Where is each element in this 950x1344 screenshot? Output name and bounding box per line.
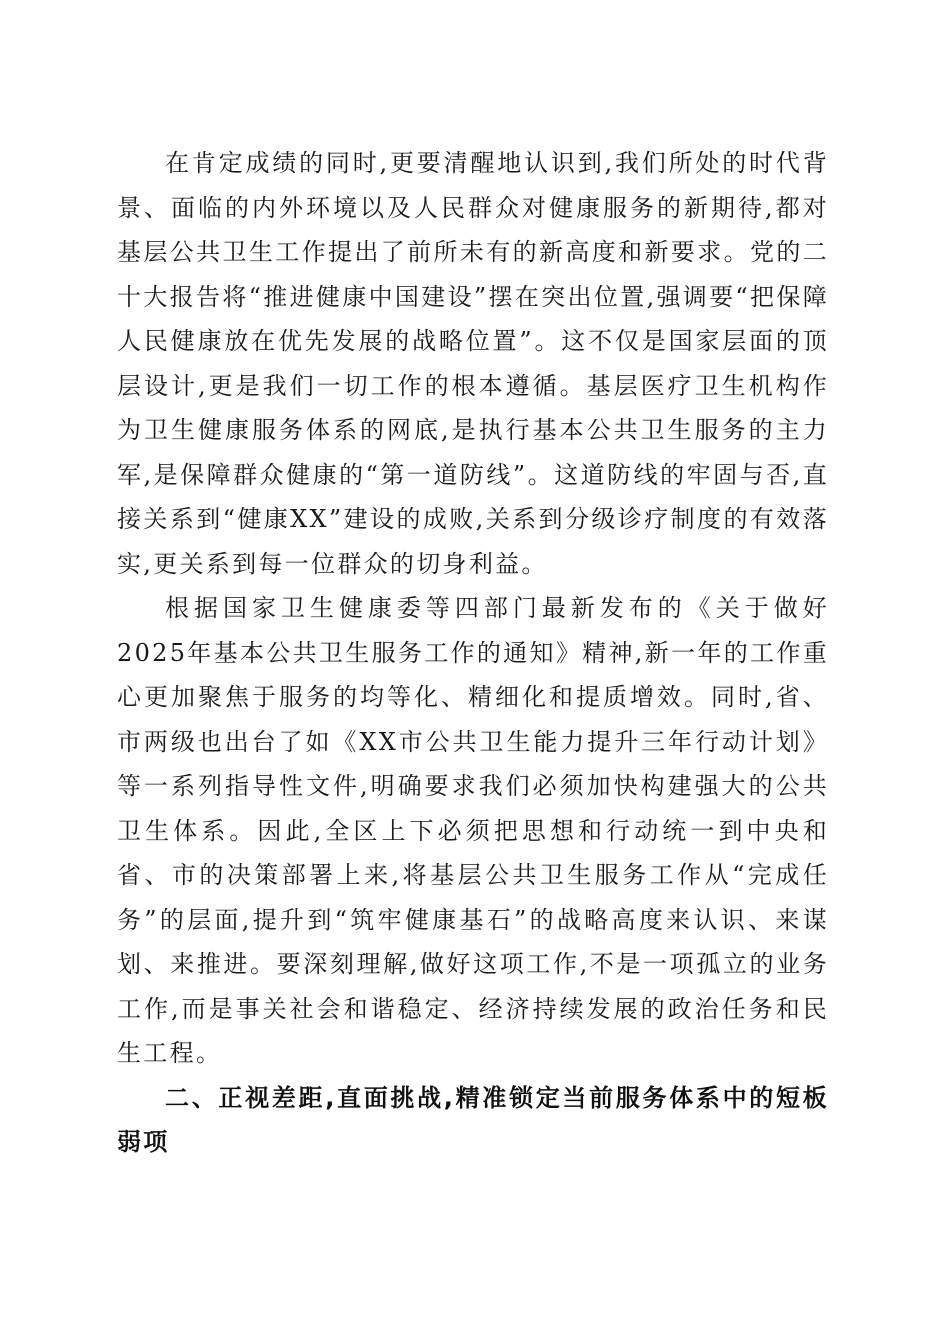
section-heading: 二、正视差距,直面挑战,精准锁定当前服务体系中的短板弱项 xyxy=(117,1083,829,1156)
paragraph-policy-basis: 根据国家卫生健康委等四部门最新发布的《关于做好2025年基本公共卫生服务工作的通知》精神,新一年的工作重心更加聚焦于服务的均等化、精细化和提质增效。同时,省、市两级也出台了如《XX市公共卫生能力提升三年行动计划》等一系列指导性文件,明确要求我们必须加快构建强大的公共卫生体系。因此,全区上下必须把思想和行动统一到中央和省、市的决策部署上来,将基层公共卫生服务工作从“完成任务”的层面,提升到“筑牢健康基石”的战略高度来认识、来谋划、来推进。要深刻理解,做好这项工作,不是一项孤立的业务工作,而是事关社会和谐稳定、经济持续发展的政治任务和民生工程。 xyxy=(117,594,829,1067)
document-body xyxy=(117,141,829,1165)
paragraph-recognition: 在肯定成绩的同时,更要清醒地认识到,我们所处的时代背景、面临的内外环境以及人民群众对健康服务的新期待,都对基层公共卫生工作提出了前所未有的新高度和新要求。党的二十大报告将“推进健康中国建设”摆在突出位置,强调要“把保障人民健康放在优先发展的战略位置”。这不仅是国家层面的顶层设计,更是我们一切工作的根本遵循。基层医疗卫生机构作为卫生健康服务体系的网底,是执行基本公共卫生服务的主力军,是保障群众健康的“第一道防线”。这道防线的牢固与否,直接关系到“健康XX”建设的成败,关系到分级诊疗制度的有效落实,更关系到每一位群众的切身利益。 xyxy=(117,149,829,578)
